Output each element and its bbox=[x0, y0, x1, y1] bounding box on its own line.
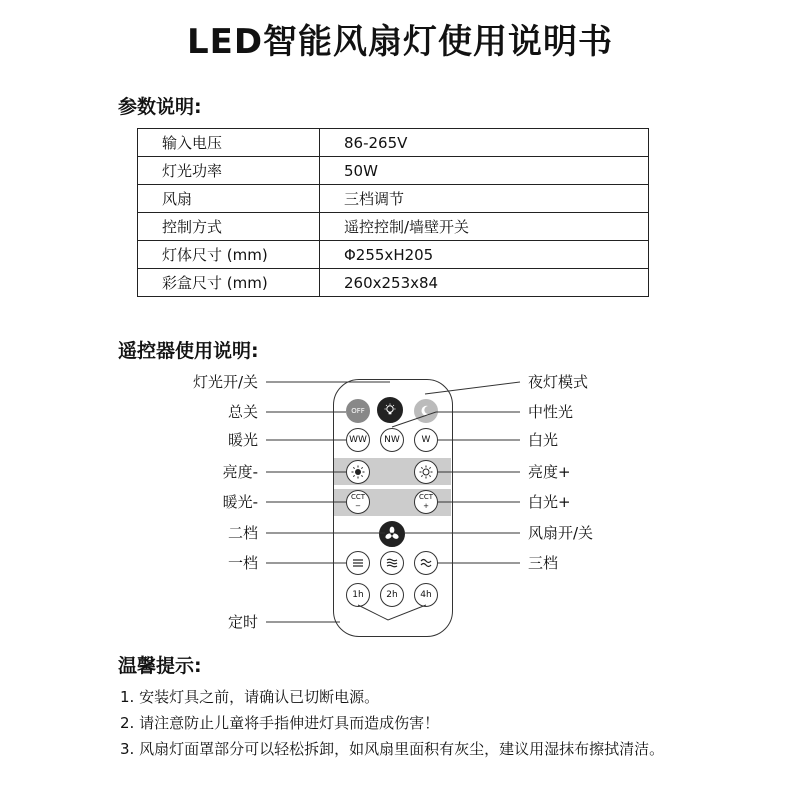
label-neutral-light: 中性光 bbox=[528, 403, 574, 421]
label-light-toggle: 灯光开/关 bbox=[192, 373, 258, 391]
spec-value: Φ255xH205 bbox=[320, 241, 649, 269]
list-item: 1. 安装灯具之前，请确认已切断电源。 bbox=[120, 688, 380, 706]
spec-value: 三档调节 bbox=[320, 185, 649, 213]
minus-label: − bbox=[355, 502, 361, 510]
spec-value: 86-265V bbox=[320, 129, 649, 157]
spec-heading: 参数说明: bbox=[118, 96, 202, 118]
spec-key: 灯光功率 bbox=[138, 157, 320, 185]
remote-heading: 遥控器使用说明: bbox=[118, 340, 259, 362]
cct-label: CCT bbox=[350, 493, 366, 501]
spec-key: 输入电压 bbox=[138, 129, 320, 157]
label-brightness-down: 亮度- bbox=[222, 463, 258, 481]
list-item: 2. 请注意防止儿童将手指伸进灯具而造成伤害！ bbox=[120, 714, 440, 732]
timer-bracket bbox=[358, 605, 426, 620]
label-warm-light: 暖光 bbox=[227, 431, 258, 449]
w-label: W bbox=[421, 434, 431, 445]
spec-key: 彩盒尺寸 (mm) bbox=[138, 269, 320, 297]
spec-key: 风扇 bbox=[138, 185, 320, 213]
nw-label: NW bbox=[384, 434, 400, 445]
spec-key: 控制方式 bbox=[138, 213, 320, 241]
label-warm-minus: 暖光- bbox=[222, 493, 258, 511]
spec-key: 灯体尺寸 (mm) bbox=[138, 241, 320, 269]
label-speed-3: 三档 bbox=[528, 554, 559, 572]
cct-label: CCT bbox=[418, 493, 434, 501]
callout-line bbox=[425, 382, 520, 394]
callout-line bbox=[392, 412, 436, 427]
plus-label: + bbox=[423, 502, 429, 510]
label-white-plus: 白光+ bbox=[528, 493, 571, 511]
spec-value: 260x253x84 bbox=[320, 269, 649, 297]
list-item: 3. 风扇灯面罩部分可以轻松拆卸，如风扇里面积有灰尘，建议用湿抹布擦拭清洁。 bbox=[120, 740, 665, 758]
spec-value: 50W bbox=[320, 157, 649, 185]
page-title: LED智能风扇灯使用说明书 bbox=[186, 22, 614, 62]
spec-value: 遥控控制/墙壁开关 bbox=[320, 213, 649, 241]
tips-list bbox=[120, 684, 720, 762]
label-fan-toggle: 风扇开/关 bbox=[528, 524, 594, 542]
label-brightness-up: 亮度+ bbox=[528, 463, 571, 481]
tips-heading: 温馨提示: bbox=[118, 655, 202, 677]
off-label: OFF bbox=[351, 406, 365, 415]
label-speed-1: 一档 bbox=[227, 554, 258, 572]
timer-2h-label: 2h bbox=[386, 589, 398, 600]
label-night-mode: 夜灯模式 bbox=[528, 373, 589, 391]
label-all-off: 总关 bbox=[227, 403, 258, 421]
label-white-light: 白光 bbox=[528, 431, 559, 449]
label-speed-2: 二档 bbox=[227, 524, 258, 542]
ww-label: WW bbox=[349, 434, 367, 445]
timer-1h-label: 1h bbox=[352, 589, 364, 600]
label-timer: 定时 bbox=[227, 613, 258, 631]
timer-4h-label: 4h bbox=[420, 589, 432, 600]
